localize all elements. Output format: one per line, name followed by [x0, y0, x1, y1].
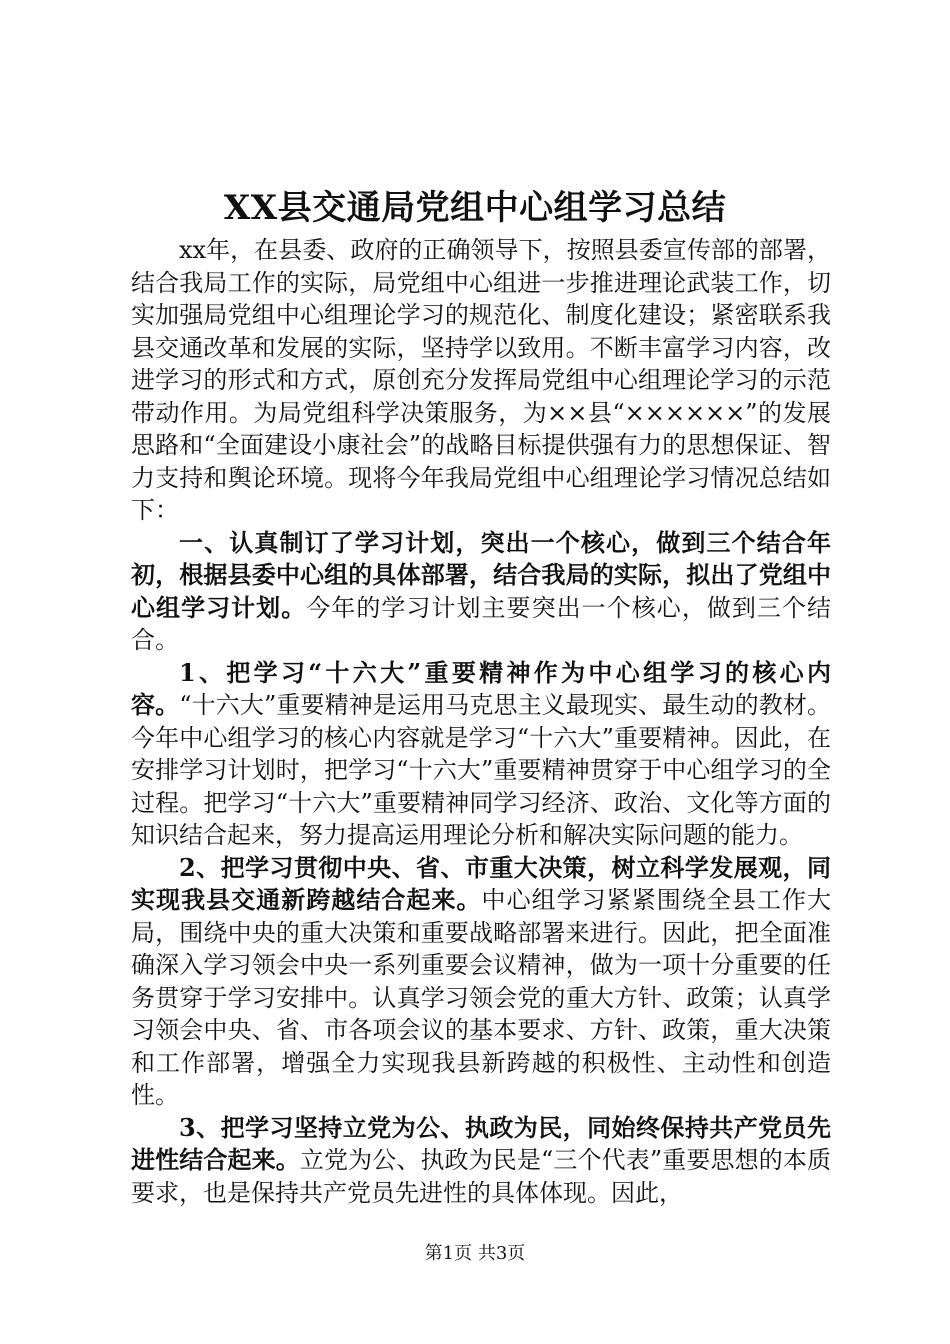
paragraph-text: “十六大”重要精神是运用马克思主义最现实、最生动的教材。今年中心组学习的核心内容就是学习“十六大”重要精神。因此，在安排学习计划时，把学习“十六大”重要精神贯穿于中心组学习的全过程。把学习“十六大”重要精神同学习经济、政治、文化等方面的知识结合起来，努力提高运用理论分析和解决实际问题的能力。 — [131, 691, 832, 849]
page-footer: 第1页 共3页 — [424, 1243, 526, 1264]
paragraph-lead: 2、把学习贯彻中央、省、市重大决策，树立科学发展观，同实现我县交通新跨越结合起来。 — [131, 852, 831, 914]
paragraph-text: 中心组学习紧紧围绕全县工作大局，围绕中央的重大决策和重要战略部署来进行。因此，把全面准确深入学习领会中央一系列重要会议精神，做为一项十分重要的任务贯穿于学习安排中。认真学习领会党的重大方针、政策；认真学习领会中央、省、市各项会议的基本要求、方针、政策，重大决策和工作部署，增强全力实现我县新跨越的积极性、主动性和创造性。 — [131, 886, 832, 1109]
paragraph-lead: 1、把学习“十六大”重要精神作为中心组学习的核心内容。 — [131, 657, 831, 719]
paragraph-3 — [131, 657, 831, 852]
paragraph-text: 立党为公、执政为民是“三个代表”重要思想的本质要求，也是保持共产党员先进性的具体体现。因此， — [131, 1146, 832, 1207]
paragraph-lead: 3、把学习坚持立党为公、执政为民，同始终保持共产党员先进性结合起来。 — [131, 1112, 831, 1174]
paragraph-text: xx年，在县委、政府的正确领导下，按照县委宣传部的部署，结合我局工作的实际，局党组中心组进一步推进理论武装工作，切实加强局党组中心组理论学习的规范化、制度化建设；紧密联系我县交通改革和发展的实际，坚持学以致用。不断丰富学习内容，改进学习的形式和方式，原创充分发挥局党组中心组理论学习的示范带动作用。为局党组科学决策服务，为××县“××××××”的发展思路和“全面建设小康社会”的战略目标提供强有力的思想保证、智力支持和舆论环境。现将今年我局党组中心组理论学习情况总结如下： — [131, 236, 831, 524]
paragraph-1 — [131, 234, 831, 527]
paragraph-5 — [131, 1112, 831, 1210]
paragraph-4 — [131, 852, 831, 1112]
paragraph-2 — [131, 527, 831, 657]
document-body — [131, 234, 831, 1209]
paragraph-text: 今年的学习计划主要突出一个核心，做到三个结合。 — [131, 593, 832, 654]
document-title: XX县交通局党组中心组学习总结 — [223, 188, 727, 228]
paragraph-lead: 一、认真制订了学习计划，突出一个核心，做到三个结合年初，根据县委中心组的具体部署，结合我局的实际，拟出了党组中心组学习计划。 — [131, 527, 831, 622]
